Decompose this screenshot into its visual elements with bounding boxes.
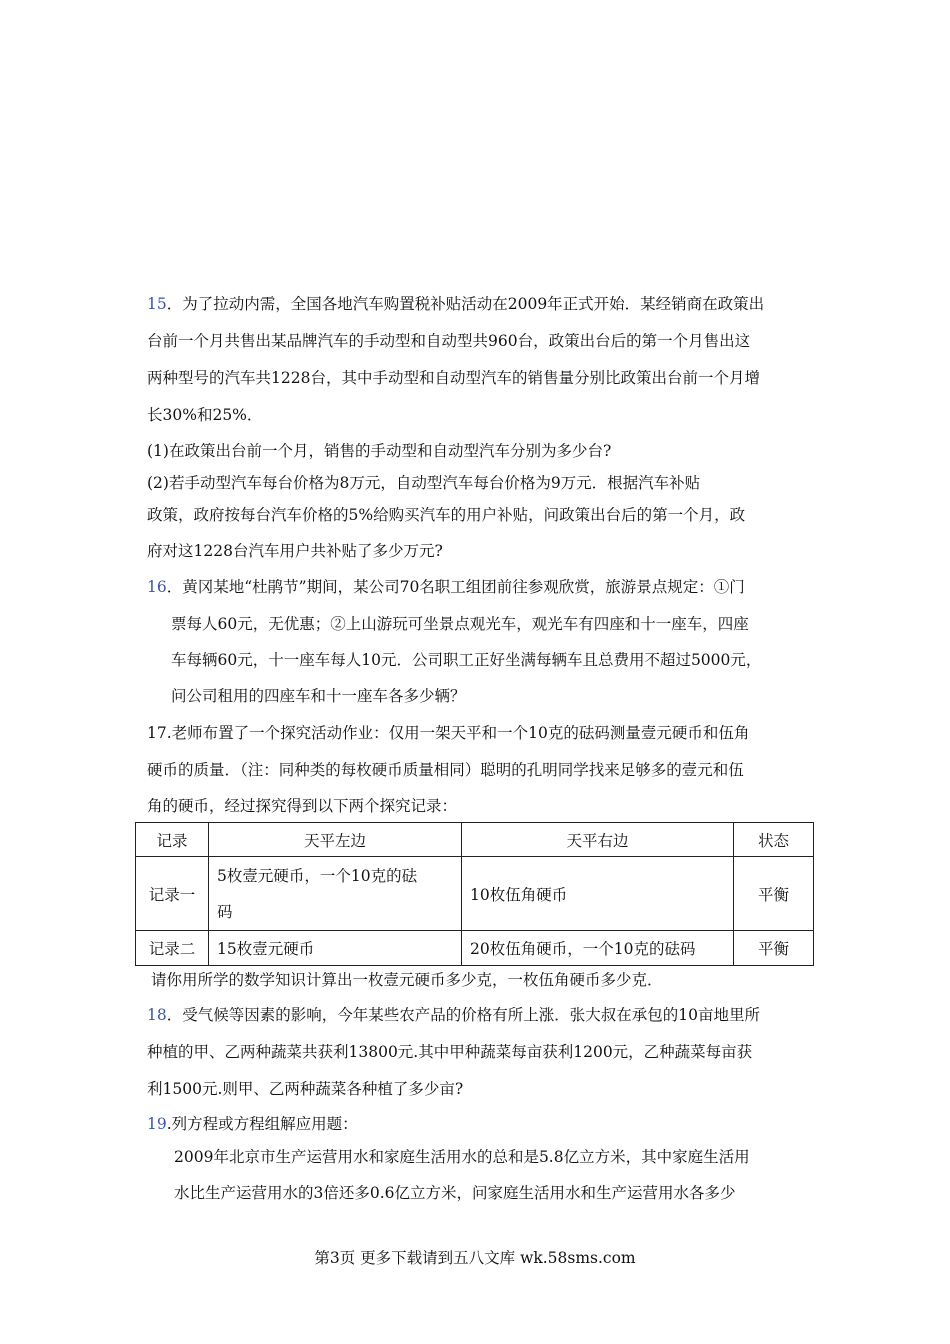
row1-left: 5枚壹元硬币，一个10克的砝 码 [209,857,462,931]
q16-line-1: 16．黄冈某地“杜鹃节”期间，某公司70名职工组团前往参观欣赏，旅游景点规定：①门 [147,578,745,596]
q15-part-1: (1)在政策出台前一个月，销售的手动型和自动型汽车分别为多少台? [147,442,612,460]
page-footer: 第3页 更多下载请到五八文库 wk.58sms.com [314,1249,636,1267]
q17-ask: 请你用所学的数学知识计算出一枚壹元硬币多少克，一枚伍角硬币多少克． [151,971,663,989]
q15-part-2-line-1: (2)若手动型汽车每台价格为8万元，自动型汽车每台价格为9万元．根据汽车补贴 [147,474,701,492]
q19-number: 19 [147,1115,167,1133]
q18-number: 18 [147,1006,167,1024]
header-right: 天平右边 [462,823,734,857]
header-record: 记录 [136,823,209,857]
q19-title: 19.列方程或方程组解应用题： [147,1115,358,1133]
row1-record: 记录一 [136,857,209,931]
q15-part-2-line-2: 政策，政府按每台汽车价格的5%给购买汽车的用户补贴，问政策出台后的第一个月，政 [147,506,746,524]
header-left: 天平左边 [209,823,462,857]
q16-line-2: 票每人60元，无优惠；②上山游玩可坐景点观光车，观光车有四座和十一座车，四座 [171,615,749,633]
q16-line-3: 车每辆60元，十一座车每人10元．公司职工正好坐满每辆车且总费用不超过5000元， [171,651,762,669]
q15-line-2: 台前一个月共售出某品牌汽车的手动型和自动型共960台，政策出台后的第一个月售出这 [147,332,751,350]
q18-line-2: 种植的甲、乙两种蔬菜共获利13800元.其中甲种蔬菜每亩获利1200元，乙种蔬菜每亩获 [147,1043,753,1061]
q18-line-1: 18．受气候等因素的影响，今年某些农产品的价格有所上涨．张大叔在承包的10亩地里所 [147,1006,760,1024]
q15-number: 15 [147,295,167,313]
q15-part-2-line-3: 府对这1228台汽车用户共补贴了多少万元? [147,542,443,560]
q15-line-1: 15．为了拉动内需，全国各地汽车购置税补贴活动在2009年正式开始．某经销商在政策出 [147,295,765,313]
table-row [136,857,814,931]
record-table [135,822,814,966]
row1-right: 10枚伍角硬币 [462,857,734,931]
table-row [136,931,814,966]
q15-line-3: 两种型号的汽车共1228台，其中手动型和自动型汽车的销售量分别比政策出台前一个月增 [147,369,760,387]
q17-line-2: 硬币的质量．（注：同种类的每枚硬币质量相同）聪明的孔明同学找来足够多的壹元和伍 [147,761,744,779]
table-header-row [136,823,814,857]
q16-line-4: 问公司租用的四座车和十一座车各多少辆？ [171,687,466,705]
q16-number: 16 [147,578,167,596]
row2-record: 记录二 [136,931,209,966]
row2-left: 15枚壹元硬币 [209,931,462,966]
q15-line-4: 长30%和25%． [147,406,263,424]
q17-line-1: 17.老师布置了一个探究活动作业：仅用一架天平和一个10克的砝码测量壹元硬币和伍角 [147,724,750,742]
q19-line-2: 水比生产运营用水的3倍还多0.6亿立方米，问家庭生活用水和生产运营用水各多少 [174,1184,736,1202]
row2-status: 平衡 [734,931,814,966]
q17-line-3: 角的硬币，经过探究得到以下两个探究记录： [147,797,458,815]
row2-right: 20枚伍角硬币，一个10克的砝码 [462,931,734,966]
row1-status: 平衡 [734,857,814,931]
q19-line-1: 2009年北京市生产运营用水和家庭生活用水的总和是5.8亿立方米，其中家庭生活用 [174,1148,750,1166]
header-status: 状态 [734,823,814,857]
q18-line-3: 利1500元.则甲、乙两种蔬菜各种植了多少亩? [147,1080,464,1098]
